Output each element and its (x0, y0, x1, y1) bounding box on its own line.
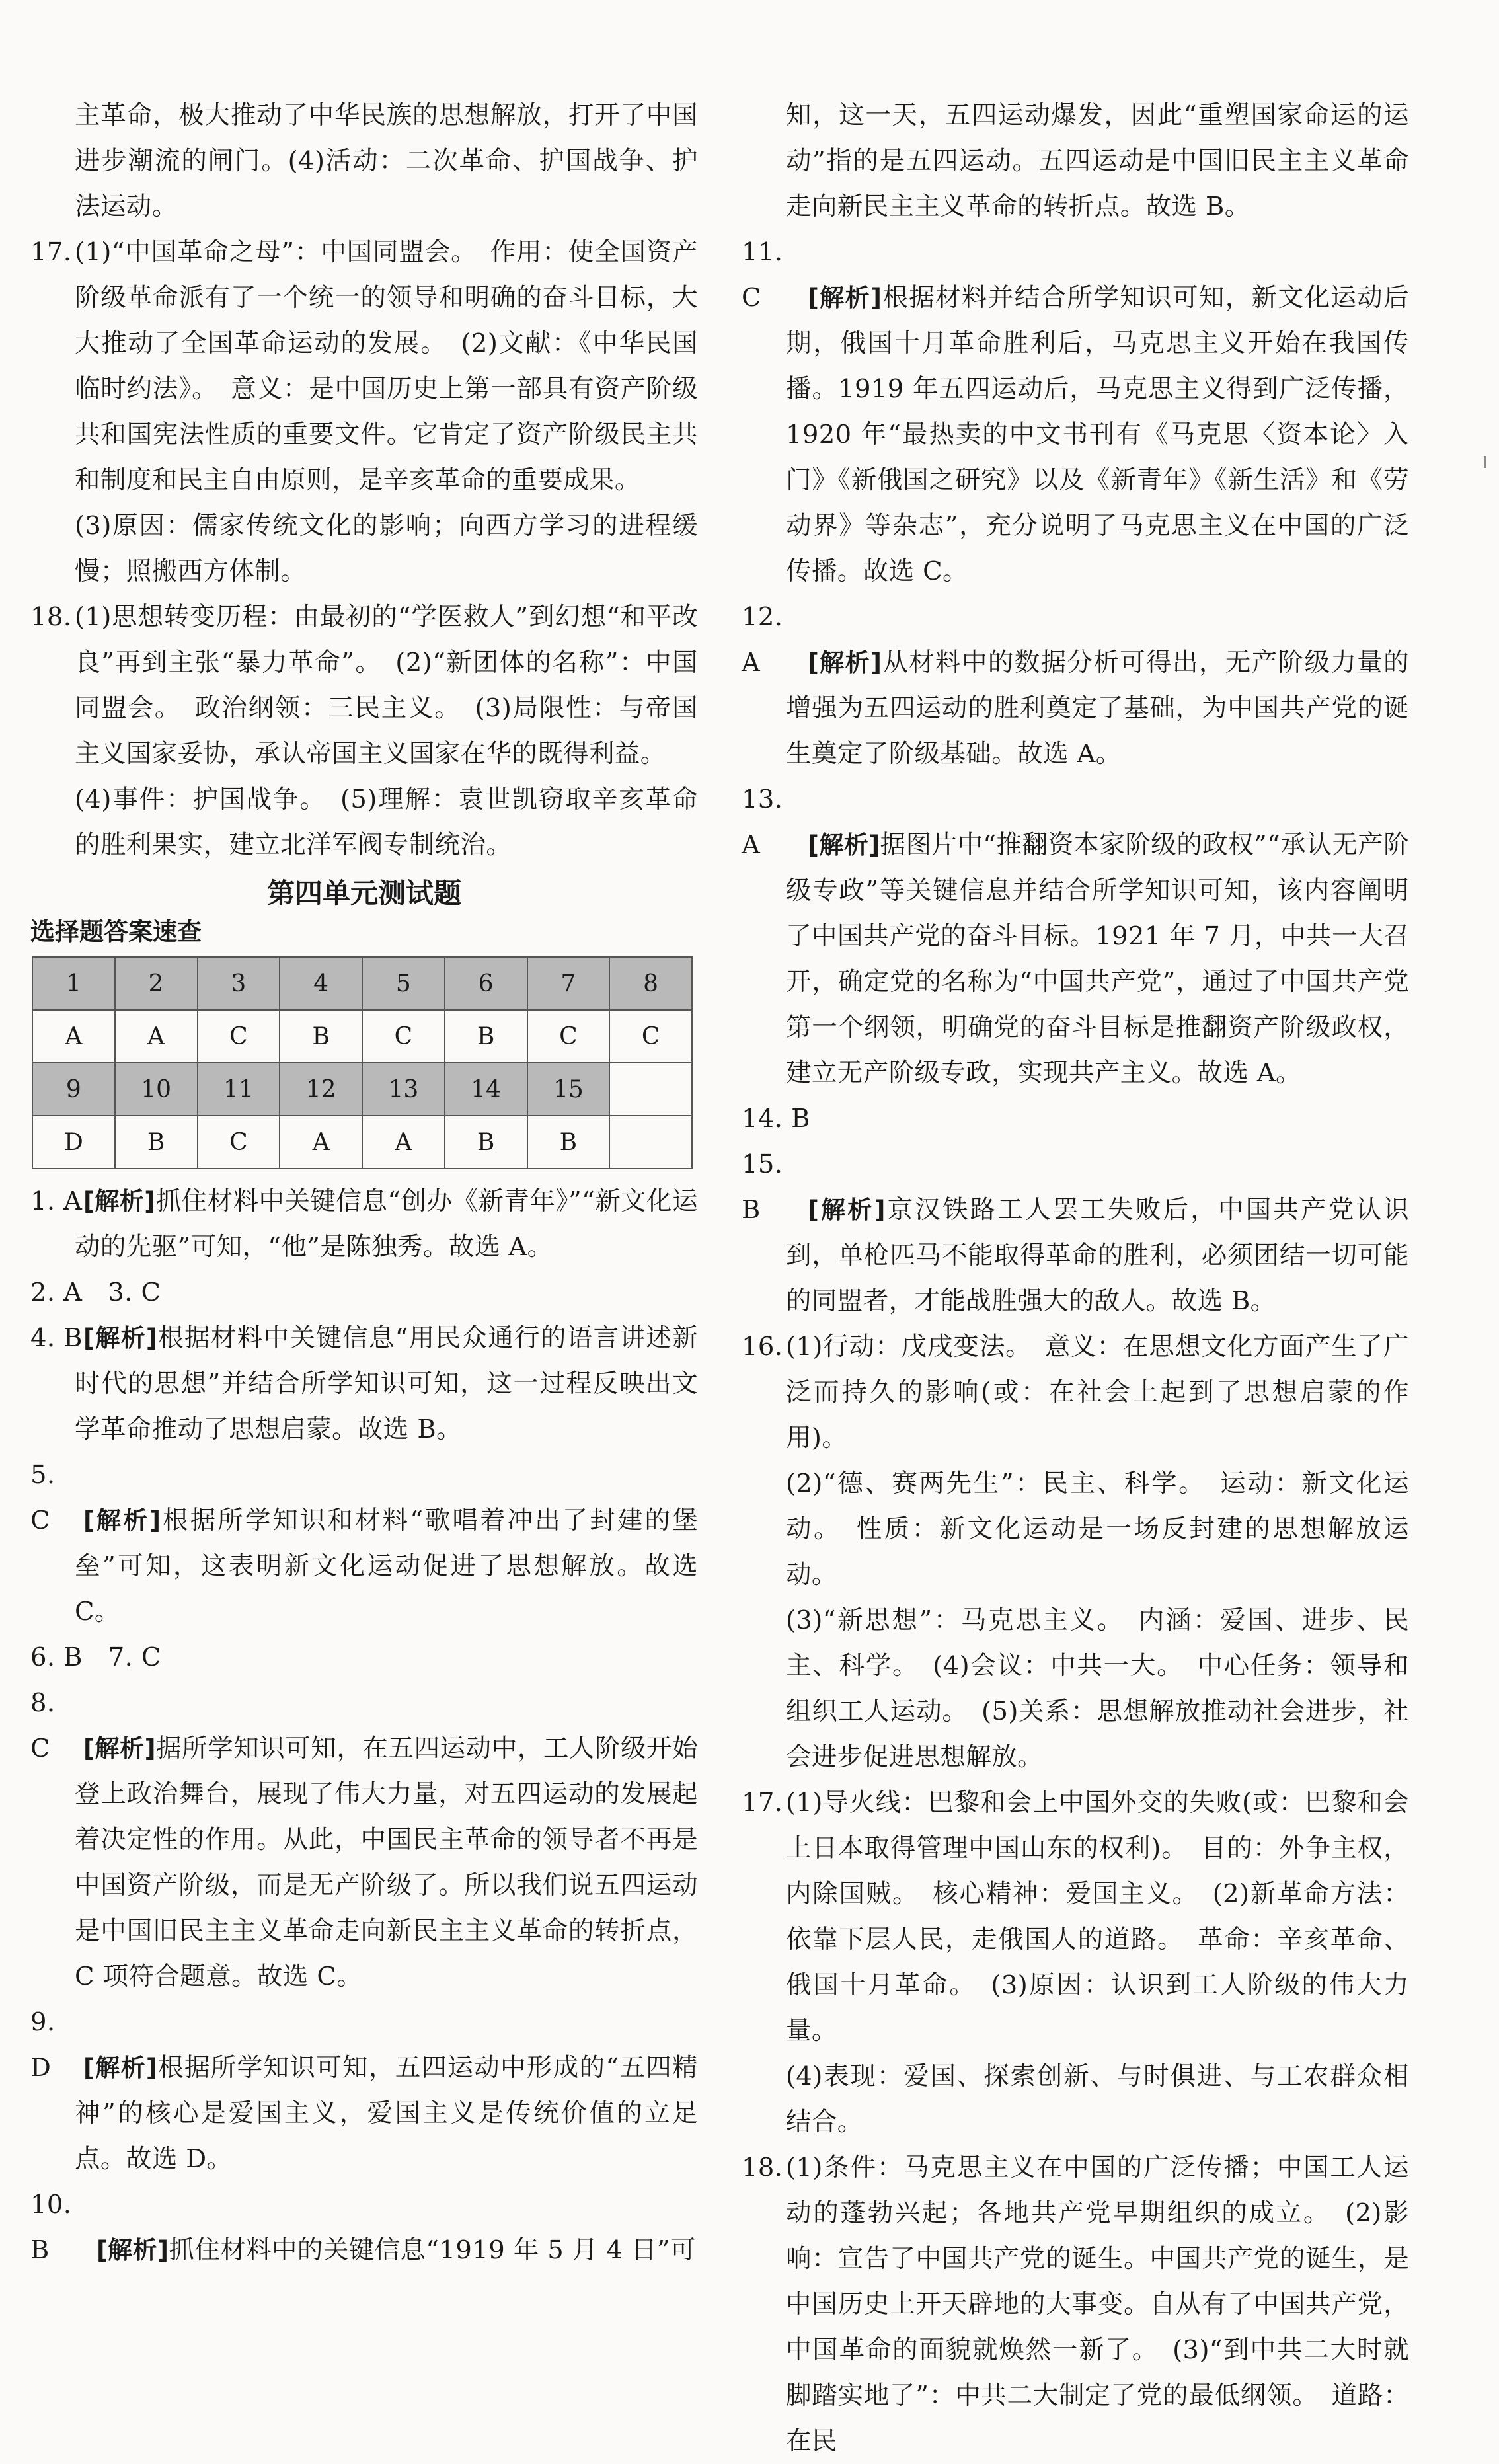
unit-title: 第四单元测试题 (266, 877, 461, 909)
table-cell: 7 (527, 957, 610, 1010)
answer-9: 9. D [解析]根据所学知识可知，五四运动中形成的“五四精神”的核心是爱国主义，爱国主义是传统价值的立足点。故选 D。 (30, 2007, 698, 2174)
table-cell: A (362, 1116, 445, 1169)
left-column (30, 93, 698, 2273)
table-cell: A (115, 1010, 198, 1063)
table-cell: B (527, 1116, 610, 1169)
table-cell: 9 (32, 1063, 115, 1116)
analysis-label: [解析] (808, 284, 882, 312)
q18-answer: 18. (1)条件：马克思主义在中国的广泛传播；中国工人运动的蓬勃兴起；各地共产党早期组织的成立。 (2)影响：宣告了中国共产党的诞生。中国共产党的诞生，是中国历史上开天辟地的大事变。自从有了中国共产党，中国革命的面貌就焕然一新了。 (3)“到中共二大时就脚踏实地了”：中共二大制定了党的最低纲领。 道路：在民 (742, 2145, 1409, 2464)
answer-8: 8. C [解析]据所学知识可知，在五四运动中，工人阶级开始登上政治舞台，展现了伟大力量，对五四运动的发展起着决定性的作用。从此，中国民主革命的领导者不再是中国资产阶级，而是无产阶级了。所以我们说五四运动是中国旧民主主义革命走向新民主主义革命的转折点，C 项符合题意。故选 C。 (30, 1688, 699, 1991)
question-number: 16. (742, 1332, 783, 1362)
table-cell: 13 (362, 1063, 445, 1116)
answer-5: 5. C [解析]根据所学知识和材料“歌唱着冲出了封建的堡垒”可知，这表明新文化运动促进了思想解放。故选 C。 (30, 1460, 699, 1627)
answer-11: 11. C [解析]根据材料并结合所学知识可知，新文化运动后期，俄国十月革命胜利后，马克思主义开始在我国传播。1919 年五四运动后，马克思主义得到广泛传播，1920 年“最热卖的中文书刊有《马克思〈资本论〉入门》《新俄国之研究》以及《新青年》《新生活》和《劳动界》等杂志”，充分说明了马克思主义在中国的广泛传播。故选 C。 (742, 237, 1409, 586)
analysis-label: [解析] (83, 1506, 161, 1535)
q17-answer: 17. (1)“中国革命之母”：中国同盟会。 作用：使全国资产阶级革命派有了一个统一的领导和明确的奋斗目标，大大推动了全国革命运动的发展。 (2)文献：《中华民国临时约法》。 意义：是中国历史上第一部具有资产阶级共和国宪法性质的重要文件。它肯定了资产阶级民主共和制度和民主自由原则，是辛亥革命的重要成果。 (30, 229, 698, 503)
question-number: 17. (742, 1788, 783, 1818)
answer-10: 10. B [解析]抓住材料中的关键信息“1919 年 5 月 4 日”可 (30, 2190, 696, 2265)
analysis-label: [解析] (83, 1187, 156, 1215)
table-cell: 14 (445, 1063, 527, 1116)
table-cell: A (280, 1116, 362, 1169)
table-cell: 1 (32, 957, 115, 1010)
q17-answer: 17. (1)导火线：巴黎和会上中国外交的失败(或：巴黎和会上日本取得管理中国山东的权利)。 目的：外争主权，内除国贼。 核心精神：爱国主义。 (2)新革命方法：依靠下层人民，走俄国人的道路。 革命：辛亥革命、俄国十月革命。 (3)原因：认识到工人阶级的伟大力量。 (742, 1780, 1409, 2054)
table-cell: C (362, 1010, 445, 1063)
table-cell-empty (609, 1116, 692, 1169)
analysis-label: [解析] (96, 2236, 169, 2264)
table-row (32, 1010, 692, 1063)
q17-answer-part3: (3)原因：儒家传统文化的影响；向西方学习的进程缓慢；照搬西方体制。 (75, 511, 698, 586)
table-cell: C (527, 1010, 610, 1063)
table-cell: 6 (445, 957, 527, 1010)
table-cell: B (280, 1010, 362, 1063)
question-number: 18. (742, 2153, 783, 2182)
answer-12: 12. A [解析]从材料中的数据分析可得出，无产阶级力量的增强为五四运动的胜利奠定了基础，为中国共产党的诞生奠定了阶级基础。故选 A。 (742, 602, 1409, 769)
table-cell: C (198, 1116, 280, 1169)
question-number: 17. (30, 237, 72, 267)
table-row (32, 1063, 692, 1116)
answer-4: 4. B[解析]根据材料中关键信息“用民众通行的语言讲述新时代的思想”并结合所学知识可知，这一过程反映出文学革命推动了思想启蒙。故选 B。 (30, 1323, 698, 1444)
table-cell: B (445, 1116, 527, 1169)
q17-answer-part4: (4)表现：爱国、探索创新、与时俱进、与工农群众相结合。 (786, 2061, 1409, 2137)
table-cell: 15 (527, 1063, 610, 1116)
right-column (742, 93, 1409, 2464)
table-cell: C (198, 1010, 280, 1063)
table-cell: 3 (198, 957, 280, 1010)
table-cell: C (609, 1010, 692, 1063)
table-cell: B (445, 1010, 527, 1063)
q18-answer-part4: (4)事件：护国战争。 (5)理解：袁世凯窃取辛亥革命的胜利果实，建立北洋军阀专制统治。 (75, 785, 698, 860)
answer-14: 14. B (742, 1104, 810, 1134)
table-cell: 5 (362, 957, 445, 1010)
table-cell: 2 (115, 957, 198, 1010)
table-cell: 10 (115, 1063, 198, 1116)
table-row (32, 957, 692, 1010)
table-row (32, 1116, 692, 1169)
answer-1: 1. A[解析]抓住材料中关键信息“创办《新青年》”“新文化运动的先驱”可知，“他”是陈独秀。故选 A。 (30, 1186, 699, 1262)
quick-answer-title: 选择题答案速查 (30, 917, 202, 946)
analysis-label: [解析] (83, 1734, 156, 1763)
table-cell: D (32, 1116, 115, 1169)
table-cell-empty (609, 1063, 692, 1116)
table-cell: 11 (198, 1063, 280, 1116)
table-cell: 4 (280, 957, 362, 1010)
answer-15: 15. B [解析]京汉铁路工人罢工失败后，中国共产党认识到，单枪匹马不能取得革命的胜利，必须团结一切可能的同盟者，才能战胜强大的敌人。故选 B。 (742, 1149, 1410, 1316)
analysis-label: [解析] (808, 831, 880, 859)
table-cell: B (115, 1116, 198, 1169)
question-number: 18. (30, 602, 72, 632)
analysis-label: [解析] (83, 2054, 158, 2082)
q16-answer-part3: (3)“新思想”：马克思主义。 内涵：爱国、进步、民主、科学。 (4)会议：中共一大。 中心任务：领导和组织工人运动。 (5)关系：思想解放推动社会进步，社会进步促进思想解放。 (786, 1605, 1409, 1772)
analysis-label: [解析] (83, 1324, 158, 1352)
q16-continuation: 主革命，极大推动了中华民族的思想解放，打开了中国进步潮流的闸门。(4)活动：二次革命、护国战争、护法运动。 (75, 100, 698, 221)
analysis-label: [解析] (808, 1196, 886, 1224)
answer-2-3: 2. A 3. C (30, 1278, 161, 1307)
answer-13: 13. A [解析]据图片中“推翻资本家阶级的政权”“承认无产阶级专政”等关键信息并结合所学知识可知，该内容阐明了中国共产党的奋斗目标。1921 年 7 月，中共一大召开，确定党的名称为“中国共产党”，通过了中国共产党第一个纲领，明确党的奋斗目标是推翻资产阶级政权，建立无产阶级专政，实现共产主义。故选 A。 (742, 785, 1409, 1088)
answer-6-7: 6. B 7. C (30, 1642, 161, 1672)
table-cell: 12 (280, 1063, 362, 1116)
q18-answer: 18. (1)思想转变历程：由最初的“学医救人”到幻想“和平改良”再到主张“暴力革命”。 (2)“新团体的名称”：中国同盟会。 政治纲领：三民主义。 (3)局限性：与帝国主义国家妥协，承认帝国主义国家在华的既得利益。 (30, 594, 698, 777)
q16-answer-part2: (2)“德、赛两先生”：民主、科学。 运动：新文化运动。 性质：新文化运动是一场反封建的思想解放运动。 (786, 1469, 1409, 1590)
page-edge-mark (1484, 456, 1486, 468)
table-cell: 8 (609, 957, 692, 1010)
q16-answer: 16. (1)行动：戊戌变法。 意义：在思想文化方面产生了广泛而持久的影响(或：在社会上起到了思想启蒙的作用)。 (742, 1324, 1409, 1461)
analysis-label: [解析] (808, 648, 882, 677)
table-cell: A (32, 1010, 115, 1063)
answer-table (32, 956, 693, 1169)
answer-10-continuation: 知，这一天，五四运动爆发，因此“重塑国家命运的运动”指的是五四运动。五四运动是中国旧民主主义革命走向新民主主义革命的转折点。故选 B。 (786, 100, 1409, 221)
